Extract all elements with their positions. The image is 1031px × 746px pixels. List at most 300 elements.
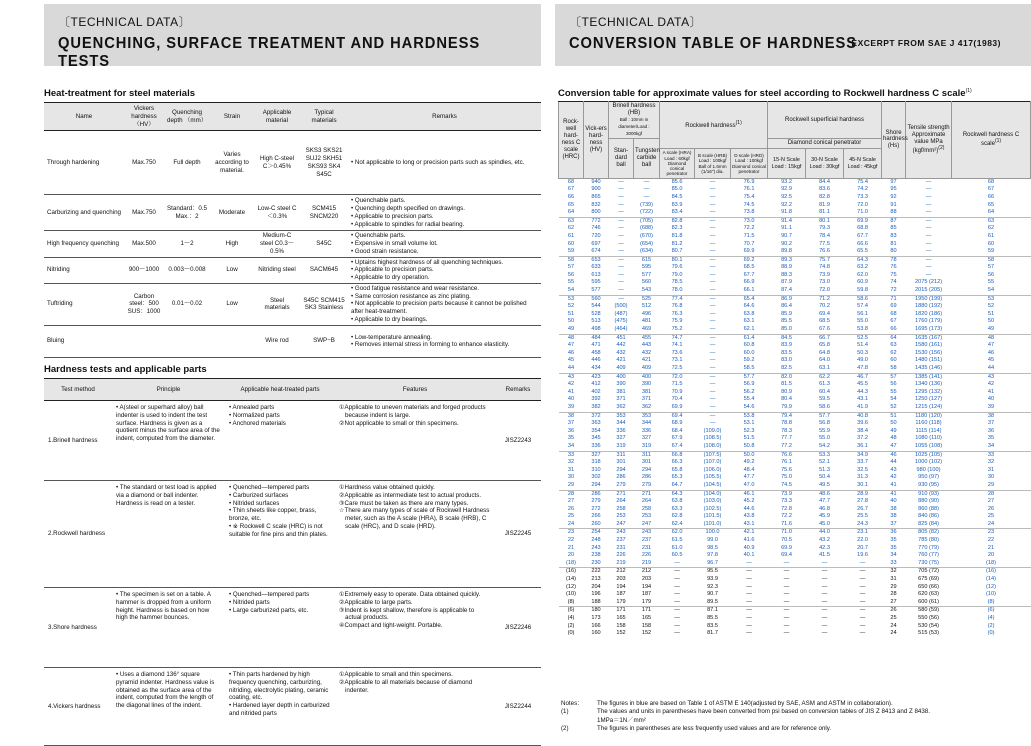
conversion-cell: — (746, 630, 752, 637)
conversion-cell: 38 (890, 513, 897, 520)
conversion-cell: 421 (641, 357, 652, 364)
conversion-cell: — (709, 201, 716, 208)
conversion-cell: 543 (641, 287, 652, 294)
conversion-cell: 76.8 (671, 303, 683, 310)
conversion-cell: 56 (567, 271, 575, 278)
heat-hv: Max.500 (124, 231, 164, 257)
conversion-cell: 1435 (146) (915, 365, 943, 371)
conversion-cell: 194 (641, 583, 652, 590)
conversion-cell: 1250 (127) (915, 396, 943, 403)
conversion-cell: 1880 (192) (915, 303, 943, 310)
conversion-cell: 79.4 (768, 412, 806, 420)
conversion-cell: 90.2 (781, 240, 792, 247)
conversion-row (559, 389, 1031, 397)
remark-item: • Quenching depth specified on drawings. (351, 205, 538, 213)
conversion-row (559, 521, 1031, 529)
conversion-cell: 28.9 (844, 490, 882, 498)
conversion-cell: 49 (987, 326, 995, 333)
conversion-row (559, 599, 1031, 607)
note-key: Notes： (561, 700, 584, 707)
conversion-cell: 180 (584, 607, 609, 615)
conversion-cell: 85 (890, 225, 897, 232)
conversion-cell: (108.0) (703, 442, 722, 449)
note-key (561, 717, 597, 725)
conversion-cell: 57.4 (857, 303, 868, 310)
conversion-cell: 41 (882, 490, 906, 498)
conversion-cell: 50.0 (731, 451, 768, 459)
conversion-cell: 71.6 (781, 520, 792, 527)
conversion-cell: 70.5 (781, 537, 792, 544)
conversion-cell: — (674, 598, 680, 605)
conversion-cell: 32 (567, 459, 575, 466)
conversion-row (559, 295, 1031, 303)
conversion-cell: — (731, 568, 768, 576)
applicable-parts (225, 401, 335, 481)
conversion-cell: 653 (584, 256, 609, 264)
conversion-row (559, 272, 1031, 280)
conversion-cell: 61.0 (671, 544, 683, 551)
hv-header: Vick-ers hard-ness (HV) (584, 102, 609, 179)
conversion-cell: 35 (567, 435, 575, 442)
conversion-cell: 69.4 (660, 412, 695, 420)
conversion-cell: 443 (641, 342, 652, 349)
conversion-cell: (654) (639, 240, 654, 247)
conversion-cell: 82.8 (660, 217, 695, 225)
conversion-row (559, 342, 1031, 350)
conversion-cell: 79.9 (781, 403, 792, 410)
hardness-row (44, 481, 541, 588)
hra-header: A scale (HRA) Load : 60kgf Diamond conical penetrator (660, 149, 695, 178)
conversion-cell: 66.6 (857, 240, 868, 247)
conversion-cell: 421 (616, 357, 626, 364)
conversion-cell: 286 (584, 490, 609, 498)
conversion-row (559, 506, 1031, 514)
conversion-cell: 165 (616, 615, 626, 621)
conversion-row (559, 373, 1031, 381)
conversion-cell: 203 (641, 576, 652, 583)
conversion-cell: 544 (591, 303, 601, 310)
conversion-cell: 247 (641, 520, 652, 527)
conversion-cell: — (925, 240, 932, 247)
conversion-cell: — (821, 622, 828, 629)
conversion-cell: 55.0 (819, 435, 830, 442)
note-text: The figures in blue are based on Table 1 of ASTM E 140(adjusted by SAE, ASM and ASTM in collaboration). (597, 700, 893, 707)
remark-item: • Applicable to dry bearings. (351, 316, 538, 324)
conversion-cell: 158 (641, 622, 652, 629)
conversion-cell: — (695, 412, 731, 420)
conversion-cell: 71.5 (671, 381, 683, 388)
conversion-cell: 27 (890, 598, 897, 605)
conversion-cell: — (844, 568, 882, 576)
conversion-cell: 46.8 (819, 505, 830, 512)
conversion-cell: 79.0 (671, 271, 683, 278)
applicable-parts-item: • Annealed parts (229, 404, 331, 412)
conversion-cell: 85.0 (671, 186, 683, 193)
conversion-cell: 1820 (186) (915, 310, 943, 317)
conversion-cell: (688) (639, 225, 654, 232)
conversion-cell: (16) (559, 568, 584, 576)
hrd-header: D scale (HRD) Load : 100kgf Diamond conical penetrator (731, 149, 768, 178)
applicable-parts-item: • Nitrided surfaces (229, 500, 331, 508)
conversion-cell: 260 (591, 520, 601, 527)
conversion-cell: 77.7 (781, 435, 792, 442)
conversion-cell: 52 (987, 303, 995, 310)
treatment-name: Tuftriding (44, 283, 124, 325)
conversion-cell: 271 (634, 490, 660, 498)
conversion-cell: 41 (567, 388, 575, 395)
conversion-cell: 58.6 (819, 403, 830, 410)
conversion-cell: 237 (616, 537, 626, 544)
conversion-cell: 62.1 (743, 326, 755, 333)
conversion-cell: — (783, 583, 790, 590)
conversion-cell: — (709, 318, 716, 325)
conversion-cell: 1635 (167) (906, 334, 952, 342)
conversion-cell: 82.3 (671, 225, 683, 232)
conversion-row (559, 287, 1031, 295)
conversion-cell: 72.5 (671, 365, 683, 371)
conversion-cell: — (925, 264, 932, 271)
conversion-cell: — (618, 240, 624, 247)
standard-ball-header: Stan-dard ball (609, 139, 634, 178)
conversion-cell: 67.9 (671, 435, 683, 442)
conversion-cell: 51.5 (743, 435, 755, 442)
hardness-col-header: Test method (44, 379, 112, 401)
conversion-cell: 498 (591, 326, 601, 333)
conversion-cell: (12) (986, 583, 996, 590)
conversion-cell: 336 (591, 442, 601, 449)
conversion-cell: (0) (987, 630, 995, 637)
conversion-cell: 1580 (161) (915, 342, 943, 349)
conversion-cell: 49.5 (819, 481, 830, 488)
conversion-row (559, 256, 1031, 264)
conversion-cell: 900 (591, 186, 601, 193)
conversion-cell: 50.8 (743, 442, 755, 449)
n45-header: 45-N Scale Load : 45kgf (844, 149, 882, 178)
heat-row (44, 231, 541, 257)
conversion-cell: 35 (890, 537, 897, 544)
conversion-cell: — (660, 607, 695, 615)
conversion-cell: 633 (591, 264, 601, 271)
heat-typical: S45C (300, 231, 348, 257)
applicable-parts-item: • Nitrided parts (229, 599, 331, 607)
conversion-cell: (106.0) (703, 466, 722, 473)
note-text: The figures in parentheses are less frequently used values and are for reference only. (597, 725, 832, 733)
conversion-cell: — (674, 559, 680, 566)
conversion-cell: 66 (987, 193, 995, 200)
conversion-cell: — (709, 232, 716, 239)
conversion-cell: 266 (591, 513, 601, 520)
conversion-cell: 62 (987, 225, 995, 232)
conversion-cell: — (746, 576, 752, 583)
conversion-cell: — (709, 264, 716, 271)
conversion-cell: — (709, 303, 716, 310)
note-key: (2) (561, 725, 569, 733)
conversion-cell: 45 (987, 357, 995, 364)
conversion-cell: 327 (584, 451, 609, 459)
conversion-cell: 226 (641, 552, 652, 559)
conversion-row (559, 568, 1031, 576)
conversion-cell: 49 (890, 427, 897, 434)
conversion-cell: — (674, 576, 680, 583)
conversion-cell: (475) (614, 318, 628, 325)
conversion-cell: 54.6 (743, 403, 755, 410)
conversion-cell: 400 (634, 373, 660, 381)
conversion-cell: 390 (616, 381, 626, 388)
conversion-cell: 515 (53) (918, 630, 939, 637)
conversion-cell: 43.8 (743, 513, 755, 520)
conversion-cell: 82.8 (819, 193, 830, 200)
principle-item: • The specimen is set on a table. A hammer is dropped from a uniform height. Hardness is based on how high the hammer bounces. (116, 591, 221, 622)
heat-remarks (348, 283, 541, 325)
conversion-row (559, 318, 1031, 326)
note-text: 1MPa＝1N／mm² (597, 716, 646, 724)
conversion-cell: — (859, 598, 866, 605)
conversion-cell: 311 (634, 451, 660, 459)
conversion-cell: (739) (639, 201, 654, 208)
conversion-cell: 66.1 (743, 287, 755, 294)
conversion-cell: 381 (641, 388, 652, 395)
conversion-cell: 1160 (118) (915, 420, 942, 427)
conversion-cell: 44.0 (806, 529, 844, 537)
conversion-cell: — (768, 607, 806, 615)
conversion-cell: 48 (559, 334, 584, 342)
conversion-cell: 353 (634, 412, 660, 420)
conversion-cell: — (906, 178, 952, 186)
conversion-cell: 64.6 (743, 303, 755, 310)
conversion-cell: 52 (890, 403, 897, 410)
conversion-cell: 43 (952, 373, 1031, 381)
conversion-cell: (487) (614, 310, 628, 317)
conversion-cell: 26 (567, 505, 575, 512)
conversion-cell: 27.8 (857, 498, 868, 505)
conversion-cell: 60 (987, 240, 995, 247)
conversion-cell: 196 (591, 591, 601, 598)
conversion-cell: 83.9 (781, 342, 792, 349)
conversion-cell: 434 (591, 365, 601, 371)
conversion-cell: — (674, 583, 680, 590)
heat-remarks (348, 131, 541, 195)
conversion-cell: 37 (987, 420, 995, 427)
conversion-cell: 87.4 (781, 287, 792, 294)
conversion-cell: 243 (634, 529, 660, 537)
treatment-name: High frequency quenching (44, 231, 124, 257)
conversion-cell: 40 (567, 396, 575, 403)
conversion-cell: 46 (882, 451, 906, 459)
conversion-cell: 64.3 (660, 490, 695, 498)
conversion-cell: 880 (90) (918, 498, 939, 505)
conversion-cell: 55.9 (819, 427, 830, 434)
conversion-cell: 38 (952, 412, 1031, 420)
heat-applicable: Steel materials (254, 283, 300, 325)
conversion-cell: 52.3 (743, 427, 755, 434)
conversion-cell: 50 (567, 318, 575, 325)
principle-item: • Uses a diamond 136° square pyramid indenter. Hardness value is obtained as the surface area of the indent, computed from the length of the diagonal lines of the indent. (116, 671, 221, 710)
conversion-notes (561, 700, 930, 733)
conversion-cell: 66.7 (806, 334, 844, 342)
conversion-cell: 98.5 (707, 544, 718, 551)
right-header-note: EXCERPT FROM SAE J 417(1983) (851, 38, 1001, 48)
conversion-cell: 39 (567, 403, 575, 410)
conversion-row (559, 178, 1031, 186)
conversion-cell: 74.2 (857, 186, 868, 193)
conversion-cell: 69.4 (819, 310, 830, 317)
conversion-cell: — (859, 576, 866, 583)
conversion-cell: 160 (591, 630, 601, 637)
conversion-cell: 319 (641, 442, 652, 449)
conversion-cell: 37 (890, 520, 897, 527)
conversion-cell: — (821, 576, 828, 583)
hardness-row (44, 401, 541, 481)
conversion-cell: 825 (84) (918, 520, 939, 527)
conversion-cell: 29 (890, 583, 897, 590)
conversion-cell: 60.4 (819, 388, 830, 395)
conversion-cell: — (618, 186, 624, 193)
conversion-cell: (14) (986, 576, 996, 583)
conversion-cell: 32 (987, 459, 995, 466)
conversion-cell: 345 (591, 435, 601, 442)
conversion-cell: 44 (987, 365, 995, 371)
conversion-row (559, 560, 1031, 568)
conversion-cell: 34 (567, 442, 575, 449)
principle-item: • A(steel or superhard alloy) ball indenter is used to indent the test surface. Hardness is given as a quotient minus the surface area of the indent, computed from the diameter. (116, 404, 221, 443)
conversion-cell: 64 (567, 209, 575, 216)
conversion-cell: 81.7 (707, 630, 718, 637)
conversion-cell: 81.8 (671, 232, 683, 239)
conversion-row (559, 545, 1031, 553)
conversion-cell: (102.5) (703, 505, 722, 512)
conversion-cell: 26 (882, 607, 906, 615)
conversion-cell: 179 (616, 598, 626, 605)
conversion-cell: 67.4 (671, 442, 683, 449)
heat-strain: Low (210, 257, 254, 283)
conversion-cell: 47.7 (743, 474, 755, 481)
heat-remarks (348, 257, 541, 283)
left-header-title: QUENCHING, SURFACE TREATMENT AND HARDNESS TESTS (58, 35, 481, 70)
conversion-cell: 40.1 (743, 552, 755, 559)
conversion-row (559, 311, 1031, 319)
conversion-cell: 44 (567, 365, 575, 371)
conversion-row (559, 459, 1031, 467)
conversion-cell: 23 (952, 529, 1031, 537)
conversion-cell: 71.0 (857, 209, 868, 216)
conversion-cell: 42 (567, 381, 575, 388)
conversion-cell: — (674, 630, 680, 637)
conversion-cell: 512 (641, 303, 652, 310)
conversion-row (559, 202, 1031, 210)
conversion-cell: — (674, 615, 680, 621)
conversion-cell: — (709, 225, 716, 232)
conversion-cell: 219 (641, 559, 652, 566)
conversion-cell: 560 (641, 279, 652, 286)
conversion-cell: 805 (82) (906, 529, 952, 537)
conversion-cell: — (709, 365, 716, 371)
conversion-cell: 28 (952, 490, 1031, 498)
conversion-cell: (18) (986, 559, 996, 566)
test-method: 3.Shore hardness (44, 588, 112, 668)
conversion-cell: 97 (882, 178, 906, 186)
conversion-cell: 212 (634, 568, 660, 576)
conversion-cell: 74.1 (671, 342, 683, 349)
conversion-cell: 20 (987, 552, 995, 559)
conversion-cell: 166 (591, 622, 601, 629)
features (335, 588, 495, 668)
conversion-cell: 1340 (136) (915, 381, 943, 388)
conversion-row (559, 217, 1031, 225)
heat-col-header: Quenching depth （mm） (164, 103, 210, 131)
conversion-cell: 412 (591, 381, 601, 388)
conversion-cell: 65 (987, 201, 995, 208)
conversion-cell: 32.5 (857, 466, 868, 473)
conversion-cell: (14) (566, 576, 576, 583)
conversion-cell: 81.1 (819, 209, 830, 216)
conversion-row (559, 381, 1031, 389)
remark-item: • Good fatigue resistance and wear resistance. (351, 285, 538, 293)
conversion-cell: 76.1 (743, 186, 755, 193)
conversion-cell: 26.7 (857, 505, 868, 512)
conversion-cell: (101.0) (703, 520, 722, 527)
conversion-cell: (104.5) (703, 481, 722, 488)
conversion-cell: 1295 (132) (915, 388, 943, 395)
applicable-parts-item: • Normalized parts (229, 412, 331, 420)
conversion-cell: — (925, 201, 932, 208)
conversion-row (559, 435, 1031, 443)
conversion-row (559, 303, 1031, 311)
conversion-row (559, 396, 1031, 404)
conversion-row (559, 443, 1031, 451)
conversion-cell: 64.0 (819, 357, 830, 364)
heat-applicable: Wire rod (254, 325, 300, 357)
conversion-cell: 57.7 (731, 373, 768, 381)
conversion-cell: 344 (641, 420, 652, 427)
conversion-cell: 24 (890, 622, 897, 629)
conversion-cell: 52.5 (844, 334, 882, 342)
heat-col-header: Vickers hardness （HV） (124, 103, 164, 131)
conversion-cell: 22.0 (857, 537, 868, 544)
conversion-cell: 73.3 (857, 193, 868, 200)
conversion-cell: — (609, 217, 634, 225)
conversion-cell: 248 (591, 537, 601, 544)
heat-strain: Varies according to material. (210, 131, 254, 195)
conversion-cell: 63.8 (671, 498, 683, 505)
principle (112, 588, 225, 668)
conversion-cell: 44.6 (743, 505, 755, 512)
features-item: ②Applicable to large parts. (339, 598, 413, 606)
conversion-cell: 1080 (110) (915, 435, 942, 442)
conversion-cell: 76.3 (671, 310, 683, 317)
remark-item: • Expensive in small volume lot. (351, 240, 538, 248)
conversion-cell: 66.3 (671, 459, 683, 466)
conversion-cell: 59 (987, 248, 995, 255)
conversion-cell: 27 (567, 498, 575, 505)
conversion-cell: (10) (566, 591, 576, 598)
features-item: ③Indent is kept shallow, therefore is applicable to actual products. (339, 606, 475, 622)
conversion-cell: 59.8 (857, 287, 868, 294)
heat-col-header: Typical materials (300, 103, 348, 131)
conversion-cell: 65.3 (671, 474, 683, 481)
conversion-cell: 77.4 (660, 295, 695, 303)
conversion-cell: 92.9 (781, 186, 792, 193)
note-line (561, 708, 930, 716)
conversion-cell: 67 (890, 318, 897, 325)
conversion-cell: 68.5 (819, 318, 830, 325)
conversion-cell: 85.6 (660, 178, 695, 186)
conversion-row (559, 334, 1031, 342)
conversion-cell: — (731, 607, 768, 615)
conversion-cell: 62 (890, 349, 897, 356)
conversion-cell: 237 (641, 537, 652, 544)
conversion-cell: 294 (591, 481, 601, 488)
conversion-cell: 294 (641, 466, 652, 473)
